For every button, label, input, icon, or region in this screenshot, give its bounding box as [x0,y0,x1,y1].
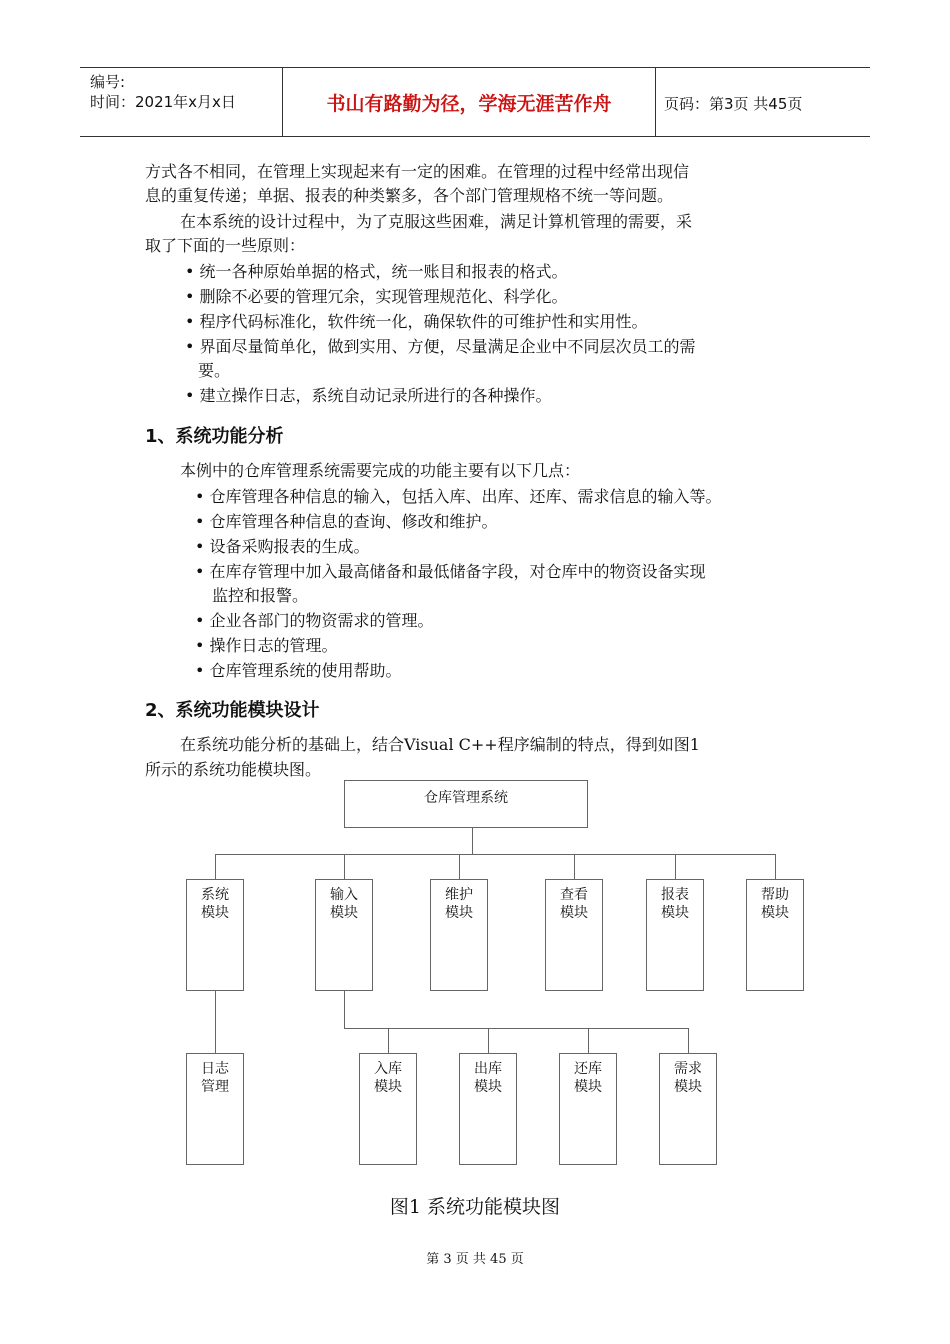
date-label: 时间：2021年x月x日 [90,93,236,111]
node-system-module [186,879,244,991]
node-maintain-module [430,879,488,991]
node-label: 还库 [574,1061,602,1077]
section-2-line: 所示的系统功能模块图。 [145,760,322,779]
principle-item: • 程序代码标准化，软件统一化，确保软件的可维护性和实用性。 [185,312,648,331]
node-label: 模块 [330,905,358,921]
node-label: 模块 [560,905,588,921]
node-label: 模块 [574,1079,602,1095]
section-2-title: 2、系统功能模块设计 [145,700,320,721]
node-view-module [545,879,603,991]
node-label: 出库 [474,1061,502,1077]
function-item: • 仓库管理系统的使用帮助。 [195,661,402,680]
node-return-module [559,1053,617,1165]
section-2-line: 在系统功能分析的基础上，结合Visual C++程序编制的特点，得到如图1 [180,735,700,754]
connector [574,854,575,879]
connector [675,854,676,879]
connector [344,1028,689,1029]
node-label: 需求 [674,1061,702,1077]
principle-item: • 界面尽量简单化，做到实用、方便，尽量满足企业中不同层次员工的需 [185,337,696,356]
page-header [80,67,870,137]
number-label: 编号: [90,73,126,91]
header-page-info: 页码：第3页 共45页 [664,95,803,113]
node-label: 帮助 [761,887,789,903]
connector [775,854,776,879]
header-meta [90,72,236,112]
node-label: 系统 [201,887,229,903]
connector [344,991,345,1028]
body-line: 方式各不相同，在管理上实现起来有一定的困难。在管理的过程中经常出现信 [145,162,690,181]
principle-item: • 删除不必要的管理冗余，实现管理规范化、科学化。 [185,287,568,306]
connector [215,991,216,1053]
node-help-module [746,879,804,991]
connector [488,1028,489,1053]
function-item: • 设备采购报表的生成。 [195,537,370,556]
node-stock-in-module [359,1053,417,1165]
connector [459,854,460,879]
connector [588,1028,589,1053]
node-label: 模块 [674,1079,702,1095]
connector [472,828,473,854]
node-label: 维护 [445,887,473,903]
principle-item: • 统一各种原始单据的格式，统一账目和报表的格式。 [185,262,568,281]
node-stock-out-module [459,1053,517,1165]
node-log-management [186,1053,244,1165]
node-input-module [315,879,373,991]
body-line: 在本系统的设计过程中，为了克服这些困难，满足计算机管理的需要，采 [180,212,693,231]
node-label: 模块 [445,905,473,921]
node-label: 模块 [661,905,689,921]
node-label: 日志 [201,1061,229,1077]
body-line: 取了下面的一些原则： [145,236,306,255]
connector [215,854,776,855]
connector [215,854,216,879]
principle-item: • 建立操作日志，系统自动记录所进行的各种操作。 [185,386,552,405]
connector [388,1028,389,1053]
node-label: 模块 [201,905,229,921]
function-item: • 仓库管理各种信息的查询、修改和维护。 [195,512,498,531]
node-label: 模块 [374,1079,402,1095]
node-label: 管理 [201,1079,229,1095]
page-footer: 第 3 页 共 45 页 [426,1252,524,1267]
connector [688,1028,689,1053]
node-label: 入库 [374,1061,402,1077]
function-item: • 仓库管理各种信息的输入，包括入库、出库、还库、需求信息的输入等。 [195,487,722,506]
node-demand-module [659,1053,717,1165]
section-1-intro: 本例中的仓库管理系统需要完成的功能主要有以下几点： [180,461,581,480]
function-item: • 在库存管理中加入最高储备和最低储备字段，对仓库中的物资设备实现 [195,562,706,581]
body-line: 息的重复传递；单据、报表的种类繁多，各个部门管理规格不统一等问题。 [145,186,674,205]
node-label: 模块 [474,1079,502,1095]
figure-caption: 图1 系统功能模块图 [389,1196,561,1218]
node-label: 模块 [761,905,789,921]
function-item: • 操作日志的管理。 [195,636,338,655]
root-node: 仓库管理系统 [344,780,588,828]
node-label: 输入 [330,887,358,903]
section-1-title: 1、系统功能分析 [145,426,284,447]
node-report-module [646,879,704,991]
node-label: 报表 [661,887,689,903]
connector [344,854,345,879]
function-item: 监控和报警。 [212,586,309,605]
node-label: 查看 [560,887,588,903]
header-motto: 书山有路勤为径，学海无涯苦作舟 [282,68,656,136]
principle-item: 要。 [198,361,231,380]
function-item: • 企业各部门的物资需求的管理。 [195,611,434,630]
